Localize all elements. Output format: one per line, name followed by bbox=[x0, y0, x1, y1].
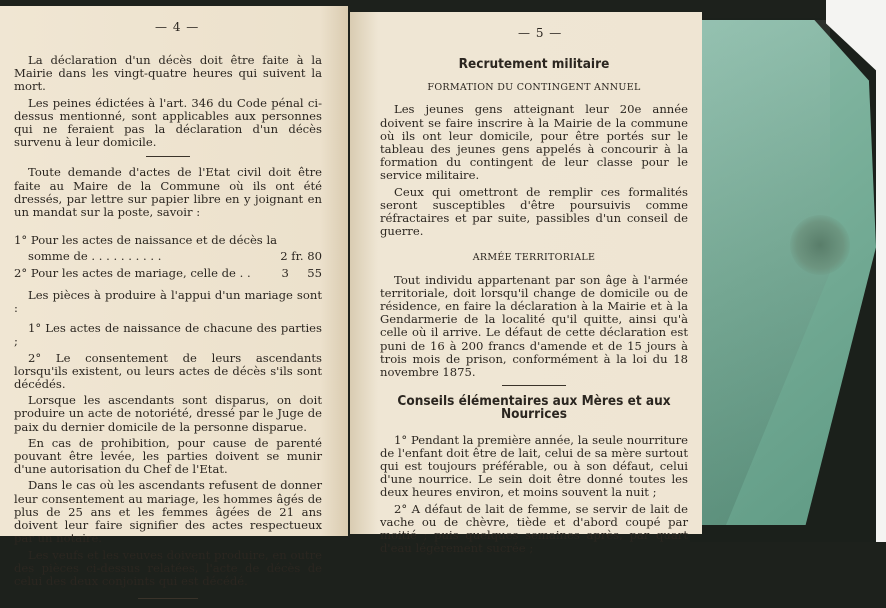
divider bbox=[146, 156, 190, 157]
paragraph: Les jeunes gens atteignant leur 20e année doivent se faire inscrire à la Mairie de la commune où ils ont leur domicile, pour être portés sur le tableau des jeunes gens appelés à concourir à la formation du contingent de leur classe pour le service militaire. bbox=[380, 102, 688, 183]
left-page bbox=[0, 6, 348, 588]
fee-amount: 2 fr. 80 bbox=[280, 249, 322, 264]
left-page-text bbox=[14, 54, 322, 608]
paragraph: Dans le cas où les ascendants refusent de donner leur consentement au mariage, les hommes âgés de plus de 25 ans et les femmes âgées de 21 ans doivent leur faire signifier des actes respectueux par un notaire. bbox=[14, 478, 322, 546]
right-page-text bbox=[380, 58, 688, 559]
paragraph: 1° Les actes de naissance de chacune des parties ; bbox=[14, 321, 322, 349]
divider bbox=[502, 385, 566, 386]
paragraph: Les pièces à produire à l'appui d'un mariage sont : bbox=[14, 287, 322, 316]
fee-label: somme de . . . . . . . . . . bbox=[28, 249, 162, 264]
paragraph: Les peines édictées à l'art. 346 du Code pénal ci-dessus mentionné, sont applicables aux personnes qui ne feraient pas la déclaration d'un décès survenu à leur domicile. bbox=[14, 95, 322, 150]
paragraph: La déclaration d'un décès doit être faite à la Mairie dans les vingt-quatre heures qui suivent la mort. bbox=[14, 53, 322, 94]
section-subtitle-contingent: FORMATION DU CONTINGENT ANNUEL bbox=[427, 82, 641, 94]
fee-label: 2° Pour les actes de mariage, celle de . . bbox=[14, 265, 251, 280]
section-subtitle-armee: ARMÉE TERRITORIALE bbox=[472, 252, 596, 264]
paragraph: Ceux qui omettront de remplir ces formalités seront susceptibles d'être poursuivis comme réfractaires et par suite, passibles d'un conseil de guerre. bbox=[380, 184, 688, 239]
paragraph: Les veufs et les veuves doivent produire, en outre des pièces ci-dessus relatées, l'acte de décès de celui des deux conjoints qui est décédé. bbox=[14, 547, 322, 588]
paragraph: 2° A défaut de lait de femme, se servir de lait de vache ou de chèvre, tiède et d'abord coupé par moitié ; puis quelques semaines après, par quart d'eau légèrement sucrée ; bbox=[380, 501, 688, 556]
paragraph: Tout individu appartenant par son âge à l'armée territoriale, doit lorsqu'il change de domicile ou de résidence, en faire la déclaration à la Mairie et à la Gendarmerie de la localité qu'il quitte, ainsi qu'à celle où il arrive. Le défaut de cette déclaration est puni de 16 à 200 francs d'amende et de 15 jours à trois mois de prison, conformément à la loi du 18 novembre 1875. bbox=[380, 272, 688, 380]
fee-line: 1° Pour les actes de naissance et de décès la bbox=[14, 233, 278, 248]
fee-amount: 3 55 bbox=[281, 265, 322, 280]
paragraph: Lorsque les ascendants sont disparus, on doit produire un acte de notoriété, dressé par le Juge de paix du dernier domicile de la personne disparue. bbox=[14, 393, 322, 434]
section-title-conseils: Conseils élémentaires aux Mères et aux Nourrices bbox=[397, 393, 671, 423]
paragraph: En cas de prohibition, pour cause de parenté pouvant être levée, les parties doivent se munir d'une autorisation du Chef de l'Etat. bbox=[14, 435, 322, 477]
section-title-recrutement: Recrutement militaire bbox=[458, 56, 610, 72]
left-page-number: — 4 — bbox=[155, 20, 200, 34]
right-page-number: — 5 — bbox=[518, 26, 563, 40]
right-page bbox=[350, 12, 702, 556]
cover-stain bbox=[790, 215, 850, 275]
paragraph: 2° Le consentement de leurs ascendants lorsqu'ils existent, ou leurs actes de décès s'ils sont décédés. bbox=[14, 350, 322, 392]
divider bbox=[138, 598, 198, 599]
paragraph: 1° Pendant la première année, la seule nourriture de l'enfant doit être de lait, celui de sa mère surtout qui est toujours préférable, ou à son défaut, celui d'une nourrice. Le sein doit être donné toutes les deux heures environ, et moins souvent la nuit ; bbox=[380, 432, 688, 500]
paragraph: Toute demande d'actes de l'Etat civil doit être faite au Maire de la Commune où ils ont été dressés, par lettre sur papier libre en y joignant en un mandat sur la poste, savoir : bbox=[14, 165, 322, 220]
fee-row-2 bbox=[14, 267, 322, 280]
fee-row-1 bbox=[14, 250, 322, 263]
